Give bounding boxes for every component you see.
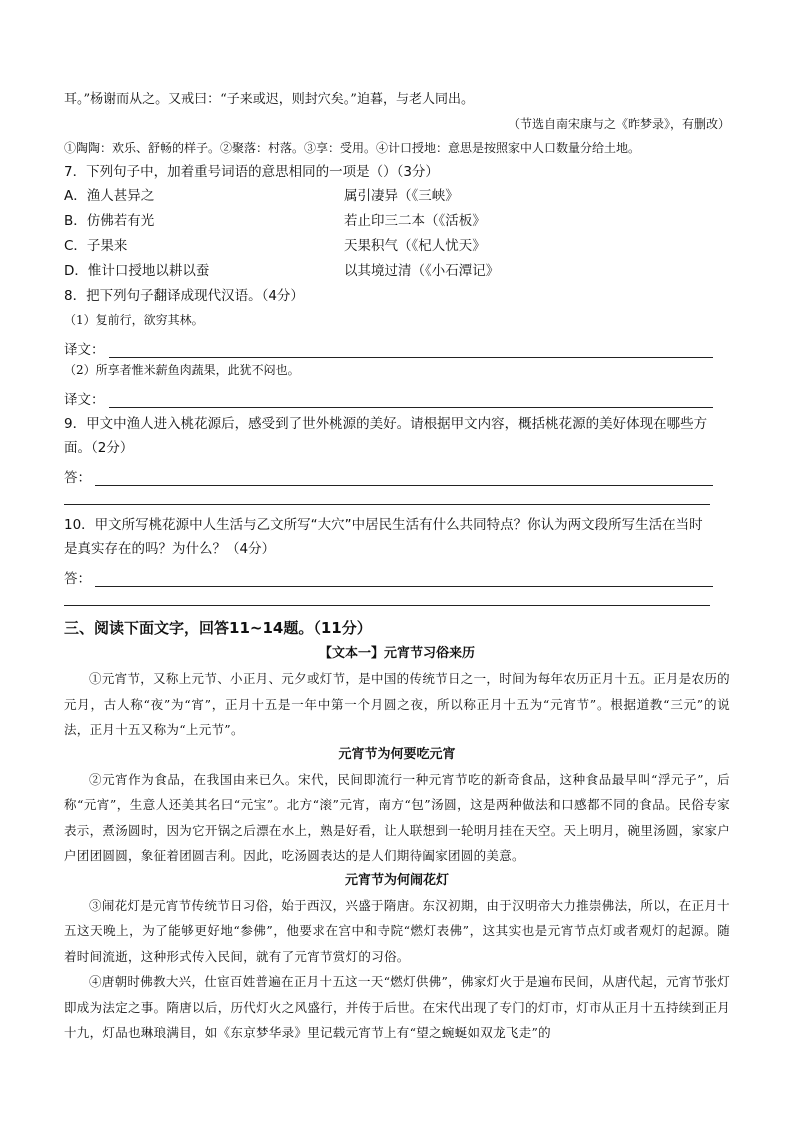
q7-option-a: [64, 184, 730, 209]
option-left: A．渔人甚异之: [64, 188, 155, 204]
q7-option-d: [64, 259, 730, 284]
option-right: 以其境过清（《小石潭记》: [344, 263, 500, 279]
answer-line[interactable]: [95, 467, 713, 486]
section-3-title: 三、阅读下面文字，回答11~14题。（11分）: [64, 619, 372, 637]
answer-line-full[interactable]: [64, 587, 710, 606]
paragraph-2: ②元宵作为食品，在我国由来已久。宋代，民间即流行一种元宵节吃的新奇食品，这种食品最早叫“浮元子”，后称“元宵”，生意人还美其名曰“元宝”。北方“滚”元宵，南方“包”汤圆，这是两种做法和口感都不同的食品。民俗专家表示，煮汤圆时，因为它开锅之后漂在水上，熟是好看，让人联想到一轮明月挂在天空。天上明月，碗里汤圆，家家户户团团圆圆，象征着团圆吉利。因此，吃汤圆表达的是人们期待阖家团圆的美意。: [64, 771, 730, 863]
option-left: B．仿佛若有光: [64, 213, 155, 229]
option-left: C．子果来: [64, 238, 128, 254]
subheading-lanterns: 元宵节为何闹花灯: [344, 872, 449, 888]
translation-label: 译文：: [64, 342, 105, 358]
text-1-title: 【文本一】元宵节习俗来历: [318, 646, 475, 661]
q7-option-c: [64, 234, 730, 259]
q10-line-2: 是真实存在的吗？为什么？（4分）: [64, 541, 276, 557]
answer-line[interactable]: [95, 568, 713, 587]
passage-source: （节选自南宋康与之《昨梦录》，有删改）: [507, 117, 730, 131]
answer-line[interactable]: [109, 389, 713, 408]
q9-line-1: 9．甲文中渔人进入桃花源后，感受到了世外桃源的美好。请根据甲文内容，概括桃花源的美好体现在哪些方: [64, 416, 708, 432]
q10-line-1: 10．甲文所写桃花源中人生活与乙文所写“大穴”中居民生活有什么共同特点？你认为两文段所写生活在当时: [64, 517, 703, 533]
q8-stem: 8．把下列句子翻译成现代汉语。（4分）: [64, 288, 304, 304]
option-right: 天果积气（《杞人忧天》: [344, 238, 486, 254]
answer-label: 答：: [64, 571, 91, 587]
q10-answer: [64, 561, 730, 587]
q9-line-2: 面。（2分）: [64, 440, 134, 456]
q7-option-b: [64, 209, 730, 234]
paragraph-3: ③闹花灯是元宵节传统节日习俗，始于西汉，兴盛于隋唐。东汉初期，由于汉明帝大力推崇佛法，所以，在正月十五这天晚上，为了能够更好地“参佛”，他要求在宫中和寺院“燃灯表佛”，这其实也是元宵节点灯或者观灯的起源。随着时间流逝，这种形式传入民间，就有了元宵节赏灯的习俗。: [64, 897, 730, 964]
paragraph-4: ④唐朝时佛教大兴，仕宦百姓普遍在正月十五这一天“燃灯供佛”，佛家灯火于是遍布民间，从唐代起，元宵节张灯即成为法定之事。隋唐以后，历代灯火之风盛行，并传于后世。在宋代出现了专门的灯市，灯市从正月十五持续到正月十九，灯品也琳琅满目，如《东京梦华录》里记载元宵节上有“望之蜿蜒如双龙飞走”的: [64, 974, 730, 1040]
passage-end-line: 耳。”杨谢而从之。又戒曰：“子来或迟，则封穴矣。”迫暮，与老人同出。: [64, 92, 474, 107]
paragraph-1: ①元宵节，又称上元节、小正月、元夕或灯节，是中国的传统节日之一，时间为每年农历正月十五。正月是农历的元月，古人称“夜”为“宵”，正月十五是一年中第一个月圆之夜，所以称正月十五为“元宵节”。根据道教“三元”的说法，正月十五又称为“上元节”。: [64, 671, 730, 737]
option-right: 属引凄异（《三峡》: [344, 188, 459, 204]
document-page: [64, 88, 730, 1046]
q7-stem: 7．下列句子中，加着重号词语的意思相同的一项是（）（3分）: [64, 164, 439, 180]
q7-options: [64, 184, 730, 284]
answer-line[interactable]: [109, 339, 713, 358]
translation-label: 译文：: [64, 392, 105, 408]
q9-answer: [64, 460, 730, 486]
q8-translation-2: [64, 382, 730, 408]
q8-sentence-2: （2）所享者惟米薪鱼肉蔬果，此犹不闷也。: [64, 363, 300, 377]
subheading-yuanxiao: 元宵节为何要吃元宵: [338, 746, 456, 762]
q8-sentence-1: （1）复前行，欲穷其林。: [64, 313, 204, 327]
passage-notes: ①陶陶：欢乐、舒畅的样子。②聚落：村落。③享：受用。④计口授地：意思是按照家中人口数量分给土地。: [64, 141, 641, 155]
option-left: D．惟计口授地以耕以蚕: [64, 263, 210, 279]
answer-line-full[interactable]: [64, 486, 710, 505]
option-right: 若止印三二本（《活板》: [344, 213, 486, 229]
q8-translation-1: [64, 332, 730, 358]
answer-label: 答：: [64, 470, 91, 486]
